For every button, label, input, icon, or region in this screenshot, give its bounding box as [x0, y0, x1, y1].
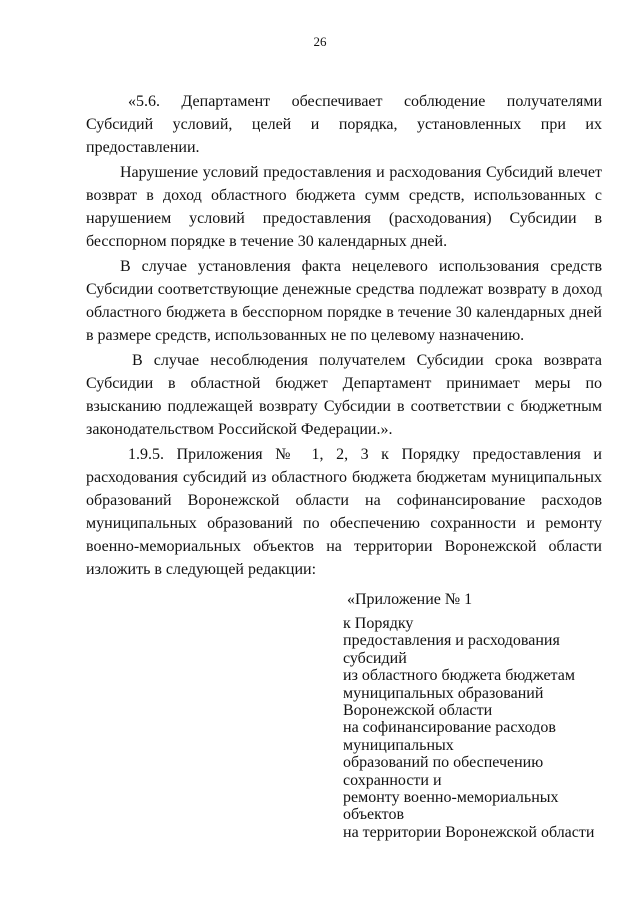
appendix-line: Воронежской области: [343, 702, 493, 720]
appendix-line: на территории Воронежской области: [343, 823, 595, 841]
appendix-line: предоставления и расходования: [343, 632, 560, 650]
paragraph-violation-return: Нарушение условий предоставления и расходования Субсидий влечет возврат в доход областного бюджета сумм средств, использованных с нарушением условий предоставления (расходования) Субсидии в бесспорном порядке в течение 30 календарных дней.: [86, 164, 602, 250]
appendix-line: муниципальных: [343, 736, 454, 754]
appendix-line: образований по обеспечению: [343, 754, 544, 772]
appendix-line: на софинансирование расходов: [343, 719, 556, 737]
appendix-line: муниципальных образований: [343, 684, 544, 702]
page-number: 26: [313, 34, 327, 49]
appendix-subtitle: [343, 615, 603, 841]
paragraph-5-6: «5.6. Департамент обеспечивает соблюдение получателями Субсидий условий, целей и порядка, установленных при их предоставлении.: [86, 93, 602, 156]
appendix-line: субсидий: [343, 649, 407, 667]
appendix-header: [343, 590, 603, 841]
appendix-line: к Порядку: [343, 615, 414, 632]
appendix-line: ремонту военно-мемориальных: [343, 789, 559, 807]
paragraph-misuse-return: В случае установления факта нецелевого использования средств Субсидии соответствующие денежные средства подлежат возврату в доход областного бюджета в бесспорном порядке в течение 30 календарных дней в размере средств, использованных не по целевому назначению.: [86, 258, 602, 344]
appendix-line: из областного бюджета бюджетам: [343, 667, 575, 685]
document-body: [86, 90, 602, 581]
appendix-line: сохранности и: [343, 771, 442, 789]
appendix-title: «Приложение № 1: [347, 591, 473, 608]
appendix-line: объектов: [343, 806, 405, 824]
paragraph-recovery-measures: В случае несоблюдения получателем Субсидии срока возврата Субсидии в областной бюджет Департамент принимает меры по взысканию подлежащей возврату Субсидии в соответствии с бюджетным законодательством Российской Федерации.».: [86, 352, 602, 438]
paragraph-1-9-5: 1.9.5. Приложения № 1, 2, 3 к Порядку предоставления и расходования субсидий из областного бюджета бюджетам муниципальных образований Воронежской области на софинансирование расходов муниципальных образований по обеспечению сохранности и ремонту военно-мемориальных объектов на территории Воронежской области изложить в следующей редакции:: [86, 446, 602, 578]
